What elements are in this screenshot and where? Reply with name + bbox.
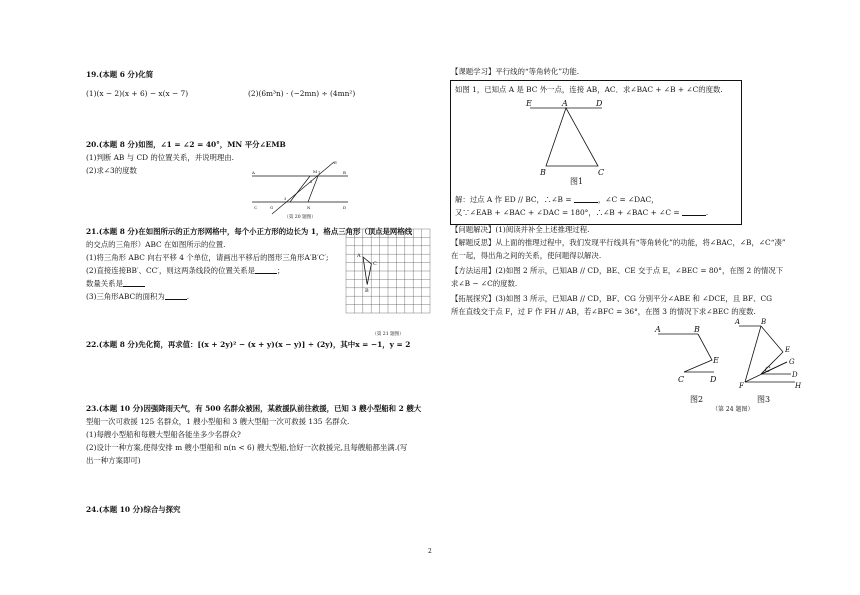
q21-line5-text: (3)三角形ABC的面积为 (86, 292, 165, 301)
q21-heading: 21.(本题 8 分)在如图所示的正方形网格中，每个小正方形的边长为 1，格点三角形（顶点是网格线 (86, 227, 413, 236)
fig3-label-g: G (789, 358, 795, 366)
fig1-label-b: B (540, 168, 546, 177)
explore-line2: 所在直线交于点 F，过 F 作 FH // AB，若∠BFC = 36°，在图 3 的情况下求∠BEC 的度数. (451, 307, 756, 316)
q21-line5 (86, 291, 189, 302)
figure-2-caption: 图2 (690, 395, 704, 404)
reflection-line2: 在一起，得出角之间的关系，使问题得以解决. (451, 251, 602, 260)
example-solution-line2 (455, 207, 708, 218)
page-number: 2 (428, 548, 432, 555)
q21-line3-text: (2)直接连接BB′、CC′，则这两条线段的位置关系是 (86, 266, 256, 275)
fig2-label-a: A (655, 325, 661, 334)
q21-grid-lines (346, 229, 430, 313)
method-line2: 求∠B − ∠C的度数. (451, 279, 518, 288)
q21-line4 (86, 278, 145, 289)
solution-line1-end: ，∠C = ∠DAC， (597, 195, 659, 204)
fig3-label-a: A (735, 318, 741, 326)
q21-line3 (86, 265, 284, 276)
fig1-label-a: A (562, 99, 568, 108)
q21-line2: (1)将三角形 ABC 向右平移 4 个单位，请画出平移后的图形三角形A′B′C′; (86, 253, 329, 262)
q19-heading: 19.(本题 6 分)化简 (86, 70, 154, 79)
q20-heading: 20.(本题 8 分)如图，∠1 = ∠2 = 40°，MN 平分∠EMB (86, 140, 286, 149)
fig21-label-b: B (365, 288, 369, 294)
figure-1 (520, 96, 610, 188)
figure-3 (735, 316, 805, 406)
q19-part1: (1)(x − 2)(x + 6) − x(x − 7) (86, 89, 189, 98)
fig3-label-h: H (795, 382, 802, 390)
fig2-label-b: B (694, 325, 700, 334)
q23-line1: 型船一次可救援 125 名群众，1 艘小型船和 3 艘大型船一次可救援 135 名群众. (86, 417, 350, 426)
q23-line4: 出一种方案即可) (86, 456, 141, 465)
figure-1-caption: 图1 (570, 177, 584, 186)
q19-part2: (2)(6m³n) · (−2mn) ÷ (4mn²) (248, 89, 356, 98)
problem-solving-line: 【问题解决】(1)阅读并补全上述推理过程. (451, 225, 590, 234)
q24-figure-caption: （第 24 题图） (712, 406, 754, 413)
fig2-label-c: C (678, 375, 685, 384)
fig2-label-e: E (713, 356, 719, 365)
fig3-label-d: D (792, 371, 798, 379)
fig20-label-1: 1 (318, 171, 321, 175)
fig3-label-b: B (761, 318, 767, 326)
q21-triangle-abc (363, 257, 371, 285)
blank-angle-sum[interactable] (682, 207, 709, 217)
fig20-label-n: N (307, 205, 311, 210)
blank-angle-b[interactable] (574, 194, 598, 203)
example-solution-line1 (455, 194, 659, 205)
fig3-label-e: E (785, 346, 791, 354)
fig1-label-e: E (526, 99, 532, 108)
figure-3-caption: 图3 (757, 395, 771, 404)
fig20-label-3: 3 (284, 197, 287, 201)
explore-line1: 【拓展探究】(3)如图 3 所示，已知AB // CD，BF、CG 分别平分∠ABE 和 ∠DCE，且 BF、CG (451, 294, 773, 303)
q20-line1: (1)判断 AB 与 CD 的位置关系，并说明理由. (86, 153, 235, 162)
fig20-label-e: E (334, 160, 337, 165)
solution-line1-text: 解：过点 A 作 ED // BC，∴∠B = (455, 195, 574, 204)
fig20-label-c: C (254, 205, 258, 210)
fig20-label-d: D (343, 205, 347, 210)
fig3-label-c: C (765, 366, 771, 374)
q23-line2: (1)每艘小型船和每艘大型船各能坐多少名群众? (86, 430, 241, 439)
fig20-label-2: 2 (310, 180, 313, 184)
q21-blank-relation[interactable] (255, 265, 277, 274)
method-line1: 【方法运用】(2)如图 2 所示，已知AB // CD，BE、CE 交于点 E，∠BEC = 80°，在图 2 的情况下 (451, 266, 784, 275)
q21-grid-figure (345, 226, 431, 338)
q20-figure (250, 158, 350, 220)
fig20-label-m: M (313, 169, 318, 174)
q21-blank-quantity[interactable] (123, 278, 145, 287)
q21-blank-area[interactable] (165, 291, 190, 301)
q20-figure-caption: （第 20 题图） (284, 215, 316, 220)
solution-line2-end: . (705, 208, 709, 217)
fig20-label-b: B (343, 170, 346, 175)
figure-2 (650, 322, 730, 404)
fig2-label-d: D (710, 375, 717, 384)
topic-intro: 【课题学习】平行线的“等角转化”功能. (451, 67, 580, 76)
fig3-label-f: F (739, 382, 744, 390)
q23-heading: 23.(本题 10 分)因强降雨天气，有 500 名群众被困，某救援队前往救援，已知 3 艘小型船和 2 艘大 (86, 404, 422, 413)
reflection-line1: 【解题反思】从上面的推理过程中，我们发现平行线具有“等角转化”的功能，将∠BAC，∠B，∠C“凑” (451, 238, 786, 247)
example-line1: 如图 1，已知点 A 是 BC 外一点，连接 AB，AC．求∠BAC + ∠B + ∠C的度数. (455, 85, 723, 94)
fig20-label-g: G (270, 205, 274, 210)
solution-line2-text: 又∵∠EAB + ∠BAC + ∠DAC = 180°，∴∠B + ∠BAC + ∠C = (455, 208, 682, 217)
q21-line4-text: 数量关系是 (86, 279, 123, 288)
fig20-label-a: A (252, 170, 255, 175)
q24-heading: 24.(本题 10 分)综合与探究 (86, 505, 181, 514)
q21-figure-caption: （第 21 题图） (372, 332, 404, 337)
q21-line5-end: . (186, 292, 190, 301)
q21-line1: 的交点的三角形）ABC 在如图所示的位置. (86, 240, 226, 249)
fig1-label-c: C (598, 168, 605, 177)
fig1-label-d: D (596, 99, 603, 108)
fig21-label-c: C (373, 261, 377, 267)
q21-line3-end: ； (277, 266, 285, 275)
q22-heading: 22.(本题 8 分)先化简，再求值：[(x + 2y)² − (x + y)(x − y)] ÷ (2y)，其中x = −1，y = 2 (86, 340, 411, 349)
q23-line3: (2)设计一种方案,使得安排 m 艘小型船和 n(n < 6) 艘大型船,恰好一次救援完,且每艘船都坐满.(写 (86, 443, 408, 452)
q20-line2: (2)求∠3的度数 (86, 166, 137, 175)
fig21-label-a: A (357, 253, 361, 259)
